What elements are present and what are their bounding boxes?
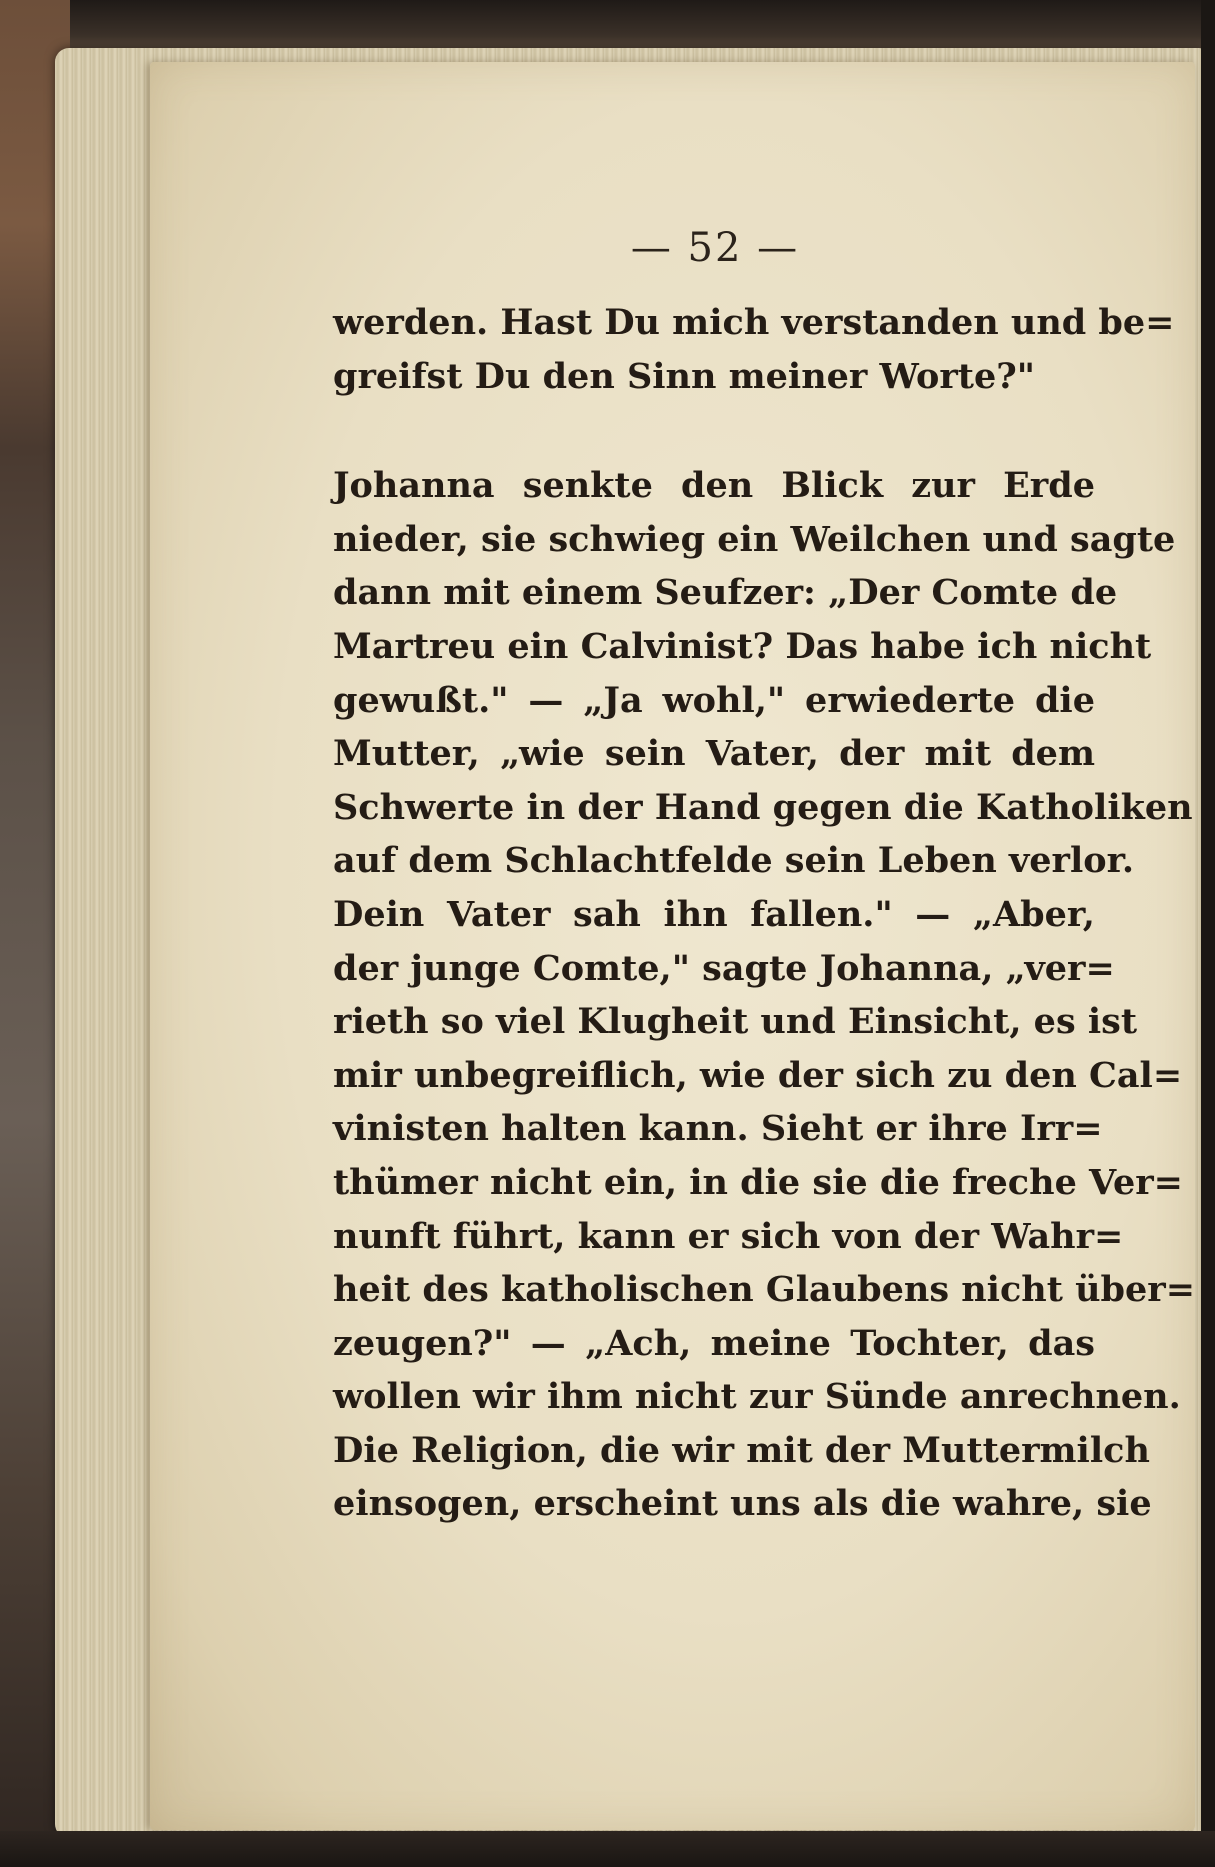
paragraph-2: [333, 459, 1196, 1531]
text-line: zeugen?" — „Ach, meine Tochter, das: [333, 1322, 1095, 1364]
text-line: greifst Du den Sinn meiner Worte?": [333, 355, 1035, 397]
paragraph-gap: [333, 403, 1095, 459]
text-line: rieth so viel Klugheit und Einsicht, es ist: [333, 1001, 1138, 1043]
paragraph-1: [333, 296, 1175, 403]
text-line: heit des katholischen Glaubens nicht über=: [333, 1269, 1196, 1311]
text-line: der junge Comte," sagte Johanna, „ver=: [333, 947, 1115, 989]
background-right: [1201, 0, 1215, 1867]
text-line: Schwerte in der Hand gegen die Katholiken: [333, 786, 1193, 828]
text-line: Mutter, „wie sein Vater, der mit dem: [333, 733, 1095, 775]
text-line: vinisten halten kann. Sieht er ihre Irr=: [333, 1108, 1103, 1150]
text-line: mir unbegreiflich, wie der sich zu den Cal=: [333, 1054, 1183, 1096]
text-line: nunft führt, kann er sich von der Wahr=: [333, 1215, 1124, 1257]
text-line: einsogen, erscheint uns als die wahre, sie: [333, 1483, 1152, 1525]
background-top: [0, 0, 1215, 50]
text-line: werden. Hast Du mich verstanden und be=: [333, 302, 1175, 343]
text-line: Martreu ein Calvinist? Das habe ich nicht: [333, 625, 1152, 667]
page-number: — 52 —: [630, 225, 800, 271]
text-line: wollen wir ihm nicht zur Sünde anrechnen.: [333, 1376, 1181, 1418]
text-line: auf dem Schlachtfelde sein Leben verlor.: [333, 840, 1135, 882]
text-line: dann mit einem Seufzer: „Der Comte de: [333, 572, 1118, 614]
text-line: Johanna senkte den Blick zur Erde: [333, 465, 1095, 507]
page-text: [333, 296, 1196, 1531]
text-line: Dein Vater sah ihn fallen." — „Aber,: [333, 893, 1095, 935]
text-line: Die Religion, die wir mit der Muttermilch: [333, 1429, 1150, 1471]
text-line: gewußt." — „Ja wohl," erwiederte die: [333, 679, 1095, 721]
text-line: thümer nicht ein, in die sie die freche Ver=: [333, 1161, 1183, 1203]
text-line: nieder, sie schwieg ein Weilchen und sagte: [333, 518, 1176, 560]
background-bottom: [0, 1831, 1215, 1867]
